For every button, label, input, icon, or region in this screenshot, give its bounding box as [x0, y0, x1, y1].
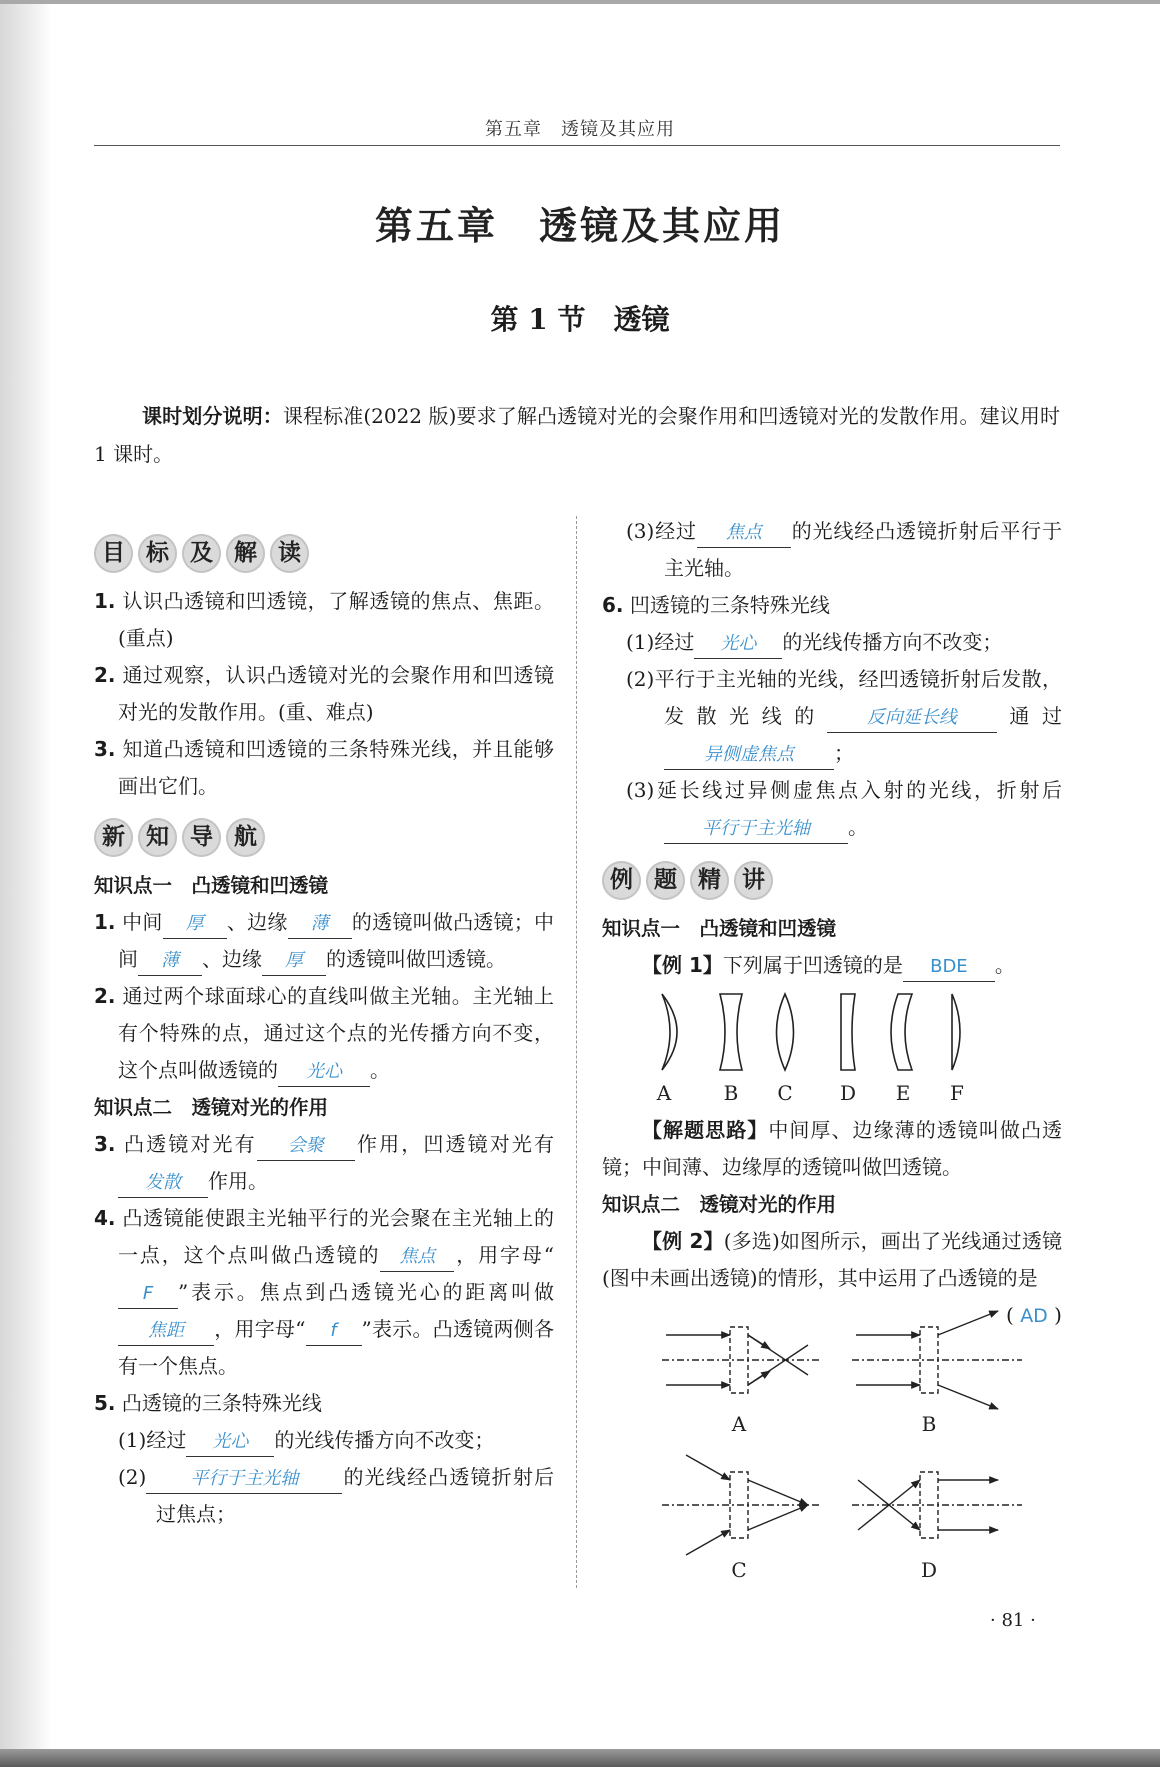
- text: 作用。: [208, 1169, 268, 1193]
- lens-label: F: [950, 1081, 964, 1105]
- text: ，用字母“: [454, 1243, 555, 1267]
- lens-label: B: [723, 1081, 739, 1105]
- right-column: [602, 513, 1062, 1595]
- text: 。: [994, 953, 1015, 977]
- text: (3)经过: [626, 519, 697, 543]
- diagram-label: C: [731, 1558, 747, 1582]
- answer-blank: 反向延长线: [827, 704, 997, 733]
- badge-char: 及: [182, 534, 221, 573]
- text: 中间: [122, 910, 163, 934]
- text: 的光线传播方向不改变；: [274, 1428, 495, 1452]
- example-label: 【例 1】: [642, 953, 723, 977]
- text: (1)经过: [118, 1428, 187, 1452]
- lens-f-shape: [952, 994, 960, 1070]
- item-6-sub-2: [602, 661, 1062, 772]
- knowledge-point-heading: 知识点二 透镜对光的作用: [94, 1096, 329, 1119]
- ray-b3: [938, 1311, 998, 1335]
- header-rule: [94, 145, 1060, 146]
- example-2: [602, 1223, 1062, 1327]
- item-number: 2.: [94, 984, 116, 1008]
- lens-d-shape: [841, 994, 855, 1070]
- lens-e-shape: [891, 994, 912, 1070]
- column-divider: [576, 516, 577, 1588]
- goal-number: 3.: [94, 737, 116, 761]
- badge-char: 目: [94, 534, 133, 573]
- text: 的光线传播方向不改变；: [782, 630, 1003, 654]
- goal-text: 通过观察，认识凸透镜对光的会聚作用和凹透镜对光的发散作用。(重、难点): [118, 663, 555, 724]
- ray-b4: [938, 1385, 998, 1409]
- text: (2): [118, 1465, 147, 1489]
- goal-number: 2.: [94, 663, 116, 687]
- page-spine-shadow: [0, 4, 52, 1749]
- item-5-sub-2: [94, 1459, 554, 1533]
- badge-char: 例: [602, 861, 641, 900]
- ray-diagram-figure: [602, 1305, 1062, 1595]
- badge-char: 知: [138, 818, 177, 857]
- ray-c4: [748, 1505, 808, 1530]
- answer-blank: 光心: [278, 1058, 370, 1087]
- paren: (: [1006, 1303, 1021, 1327]
- ray-a5: [748, 1335, 770, 1349]
- example-label: 【例 2】: [642, 1229, 724, 1253]
- badge-char: 题: [646, 861, 685, 900]
- intro-label: 课时划分说明：: [142, 404, 283, 428]
- top-edge: [0, 0, 1160, 4]
- goals-badge: [94, 531, 554, 575]
- answer-blank: f: [306, 1317, 362, 1346]
- answer-blank: 光心: [186, 1428, 274, 1457]
- lens-label: E: [895, 1081, 911, 1105]
- lens-label: C: [777, 1081, 793, 1105]
- answer-blank: 异侧虚焦点: [664, 741, 834, 770]
- item-2: [94, 978, 554, 1089]
- running-header: 第五章 透镜及其应用: [485, 119, 675, 140]
- example-1: [602, 947, 1062, 984]
- answer-blank: 厚: [262, 947, 326, 976]
- text: 的透镜叫做凹透镜。: [326, 947, 506, 971]
- answer-blank: 焦点: [380, 1243, 454, 1272]
- answer-blank: 光心: [694, 630, 782, 659]
- item-5-sub-3: [602, 513, 1062, 587]
- intro-paragraph: [94, 397, 1060, 473]
- chapter-title: 第五章 透镜及其应用: [374, 204, 785, 248]
- knowledge-point-heading: 知识点一 凸透镜和凹透镜: [94, 874, 329, 897]
- lens-a-shape: [662, 994, 677, 1070]
- answer-blank: 薄: [138, 947, 202, 976]
- badge-char: 讲: [734, 861, 773, 900]
- item-6-sub-1: [602, 624, 1062, 661]
- text: 中间厚、边缘薄的透镜叫做凸透镜；中间薄、边缘厚的透镜叫做凹透镜。: [602, 1118, 1063, 1179]
- badge-char: 标: [138, 534, 177, 573]
- text: (2)平行于主光轴的光线，经凹透镜折射后发散，发散光线的: [626, 667, 1062, 728]
- goal-item: [94, 657, 554, 731]
- goal-number: 1.: [94, 589, 116, 613]
- text: ”表示。凸透镜两侧各有一个焦点。: [118, 1317, 554, 1378]
- goal-item: [94, 583, 554, 657]
- lens-b-shape: [720, 994, 742, 1070]
- item-6: [602, 587, 1062, 624]
- answer-blank: 发散: [118, 1169, 208, 1198]
- text: ”表示。焦点到凸透镜光心的距离叫做: [178, 1280, 554, 1304]
- item-number: 1.: [94, 910, 116, 934]
- answer-blank: 焦距: [118, 1317, 214, 1346]
- text: 凹透镜的三条特殊光线: [629, 593, 830, 617]
- item-4: [94, 1200, 554, 1385]
- item-number: 4.: [94, 1206, 116, 1230]
- answer-blank: BDE: [903, 953, 995, 982]
- goal-item: [94, 731, 554, 805]
- ray-c1: [686, 1455, 730, 1480]
- examples-badge: [602, 858, 1062, 902]
- knowledge-point-heading: 知识点一 凸透镜和凹透镜: [602, 917, 837, 940]
- ray-c3: [748, 1480, 808, 1505]
- item-3: [94, 1126, 554, 1200]
- answer-blank: F: [118, 1280, 178, 1309]
- ray-diagrams: [602, 1305, 1062, 1595]
- left-column: [94, 525, 554, 1533]
- text: 。: [370, 1058, 390, 1082]
- text: 的光线经凸透镜折射后过焦点；: [156, 1465, 554, 1526]
- ray-a6: [748, 1371, 770, 1385]
- ray-c2: [686, 1530, 730, 1555]
- lens-figures: [602, 988, 1062, 1106]
- item-5-sub-1: [94, 1422, 554, 1459]
- knowledge-point-heading: 知识点二 透镜对光的作用: [602, 1193, 837, 1216]
- answer-text: AD: [1020, 1305, 1048, 1327]
- text: (1)经过: [626, 630, 695, 654]
- diagram-label: A: [731, 1412, 747, 1436]
- badge-char: 解: [226, 534, 265, 573]
- badge-char: 导: [182, 818, 221, 857]
- section-title: 第 1 节 透镜: [490, 303, 670, 336]
- item-number: 6.: [602, 593, 624, 617]
- item-number: 3.: [94, 1132, 116, 1156]
- item-1: [94, 904, 554, 978]
- diagram-label: D: [920, 1558, 938, 1582]
- paren: ): [1047, 1303, 1062, 1327]
- answer-blank: 平行于主光轴: [146, 1465, 342, 1494]
- answer-blank: 薄: [288, 910, 352, 939]
- text: ；: [834, 741, 854, 765]
- lens-c-shape: [777, 994, 794, 1070]
- item-5: [94, 1385, 554, 1422]
- item-6-sub-3: [602, 772, 1062, 846]
- analysis: [602, 1112, 1062, 1186]
- text: 凸透镜能使跟主光轴平行的光会聚在主光轴上的一点，这个点叫做凸透镜的: [118, 1206, 555, 1267]
- bottom-edge: [0, 1749, 1160, 1767]
- answer-blank: 平行于主光轴: [664, 815, 848, 844]
- goal-text: 认识凸透镜和凹透镜，了解透镜的焦点、焦距。(重点): [118, 589, 555, 650]
- text: (3)延长线过异侧虚焦点入射的光线，折射后: [626, 778, 1062, 802]
- text: 下列属于凹透镜的是: [722, 953, 903, 977]
- text: 的光线经凸透镜折射后平行于主光轴。: [664, 519, 1062, 580]
- answer-blank: 厚: [163, 910, 227, 939]
- lens-diagram: [602, 988, 1062, 1106]
- badge-char: 精: [690, 861, 729, 900]
- badge-char: 新: [94, 818, 133, 857]
- lens-label: A: [656, 1081, 672, 1105]
- nav-badge: [94, 815, 554, 859]
- answer-blank: 焦点: [697, 519, 791, 548]
- text: 通过: [996, 704, 1063, 728]
- text: 凸透镜的三条特殊光线: [121, 1391, 322, 1415]
- answer-blank: 会聚: [257, 1132, 355, 1161]
- text: 的透镜叫做凸透镜；中间: [118, 910, 555, 971]
- diagram-label: B: [921, 1412, 937, 1436]
- text: 、边缘: [202, 947, 262, 971]
- text: 作用，凹透镜对光有: [354, 1132, 555, 1156]
- text: 通过两个球面球心的直线叫做主光轴。主光轴上有个特殊的点，通过这个点的光传播方向不变，这个点叫做透镜的: [118, 984, 555, 1082]
- item-number: 5.: [94, 1391, 116, 1415]
- badge-char: 读: [270, 534, 309, 573]
- page-number: · 81 ·: [990, 1610, 1036, 1631]
- analysis-label: 【解题思路】: [642, 1118, 769, 1142]
- text: 、边缘: [226, 910, 288, 934]
- text: (多选)如图所示，画出了光线通过透镜(图中未画出透镜)的情形，其中运用了凸透镜的是: [602, 1229, 1062, 1290]
- intro-text: 课程标准(2022 版)要求了解凸透镜对光的会聚作用和凹透镜对光的发散作用。建议用时 1 课时。: [94, 404, 1060, 466]
- text: 凸透镜对光有: [124, 1132, 257, 1156]
- lens-label: D: [839, 1081, 857, 1105]
- text: ，用字母“: [214, 1317, 306, 1341]
- text: 。: [848, 815, 868, 839]
- goal-text: 知道凸透镜和凹透镜的三条特殊光线，并且能够画出它们。: [118, 737, 555, 798]
- badge-char: 航: [226, 818, 265, 857]
